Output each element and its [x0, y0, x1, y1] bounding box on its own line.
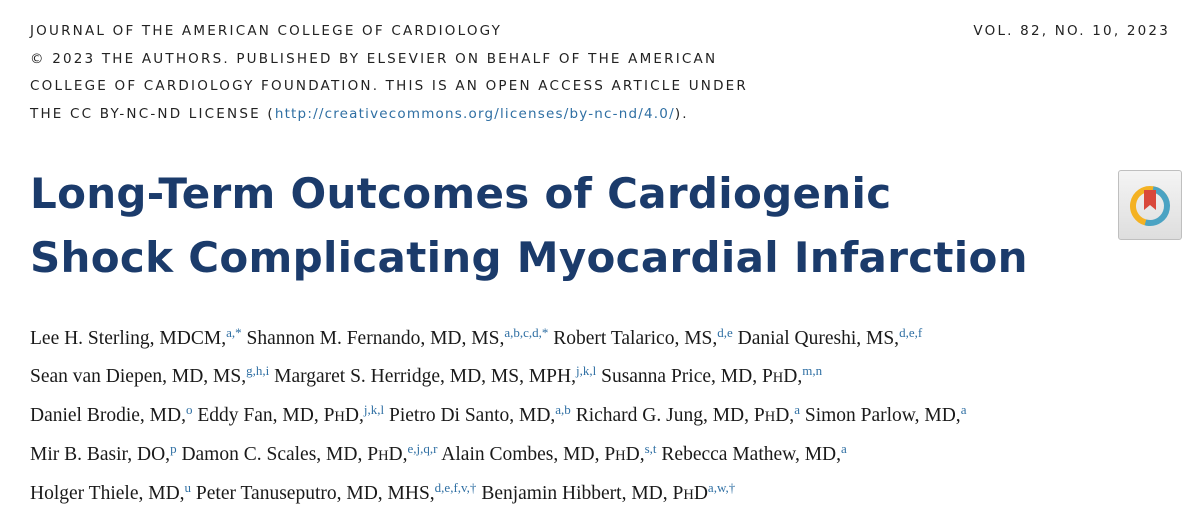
author-line	[30, 394, 1190, 433]
author-name: Holger Thiele, MD,	[30, 483, 185, 504]
title-line-2: Shock Complicating Myocardial Infarction	[30, 233, 1028, 282]
affiliation-mark[interactable]: d,e,f	[899, 325, 923, 340]
author-name: Mir B. Basir, DO,	[30, 444, 171, 465]
affiliation-mark[interactable]: a,w,†	[707, 480, 736, 495]
author-name: Pietro Di Santo, MD,	[384, 405, 556, 426]
affiliation-mark[interactable]: o	[185, 402, 193, 417]
affiliation-mark[interactable]: a,*	[226, 325, 242, 340]
affiliation-mark[interactable]: u	[184, 480, 192, 495]
affiliation-mark[interactable]: d,e	[717, 325, 733, 340]
author-name: Danial Qureshi, MS,	[732, 328, 900, 349]
affiliation-mark[interactable]: m,n	[802, 363, 823, 378]
license-link[interactable]: http://creativecommons.org/licenses/by-nc-nd/4.0/	[274, 105, 675, 122]
affiliation-mark[interactable]: p	[170, 441, 177, 456]
volume-info: VOL. 82, NO. 10, 2023	[973, 23, 1170, 39]
copyright-line-2: COLLEGE OF CARDIOLOGY FOUNDATION. THIS IS AN OPEN ACCESS ARTICLE UNDER	[30, 78, 748, 94]
copyright-line-1: © 2023 THE AUTHORS. PUBLISHED BY ELSEVIER ON BEHALF OF THE AMERICAN	[30, 50, 718, 67]
affiliation-mark[interactable]: a	[960, 402, 967, 417]
author-name: Richard G. Jung, MD, PHD,	[570, 405, 795, 426]
affiliation-mark[interactable]: e,j,q,r	[407, 441, 438, 456]
author-name: Eddy Fan, MD, PHD,	[192, 405, 364, 426]
affiliation-mark[interactable]: s,t	[644, 441, 657, 456]
author-name: Susanna Price, MD, PHD,	[596, 366, 803, 387]
affiliation-mark[interactable]: j,k,l	[363, 402, 385, 417]
author-line	[30, 355, 1190, 394]
journal-header	[30, 18, 1170, 128]
author-name: Daniel Brodie, MD,	[30, 405, 186, 426]
article-title	[30, 162, 1110, 290]
author-line	[30, 317, 1190, 355]
author-name: Lee H. Sterling, MDCM,	[30, 328, 227, 349]
affiliation-mark[interactable]: a	[841, 441, 847, 456]
author-name: Alain Combes, MD, PHD,	[437, 444, 645, 465]
author-name: Peter Tanuseputro, MD, MHS,	[191, 483, 435, 504]
author-name: Damon C. Scales, MD, PHD,	[176, 444, 408, 465]
license-line	[30, 101, 1170, 129]
author-name: Margaret S. Herridge, MD, MS, MPH,	[269, 366, 576, 387]
author-name: Shannon M. Fernando, MD, MS,	[241, 328, 505, 349]
license-prefix: THE CC BY-NC-ND LICENSE (	[30, 105, 275, 122]
journal-name: JOURNAL OF THE AMERICAN COLLEGE OF CARDIOLOGY	[30, 23, 503, 39]
affiliation-mark[interactable]: a,b	[555, 402, 571, 417]
affiliation-mark[interactable]: a,b,c,d,*	[504, 325, 549, 340]
affiliation-mark[interactable]: j,k,l	[575, 363, 597, 378]
affiliation-mark[interactable]: g,h,i	[246, 363, 270, 378]
author-list	[30, 317, 1190, 511]
author-name: Rebecca Mathew, MD,	[656, 444, 842, 465]
author-line	[30, 472, 1190, 511]
author-name: Benjamin Hibbert, MD, PHD	[476, 483, 708, 504]
affiliation-mark[interactable]: d,e,f,v,†	[434, 480, 477, 495]
author-name: Robert Talarico, MS,	[548, 328, 718, 349]
affiliation-mark[interactable]: a	[794, 402, 800, 417]
author-line	[30, 433, 1190, 472]
crossmark-button[interactable]	[1118, 170, 1182, 240]
author-name: Simon Parlow, MD,	[799, 405, 961, 426]
title-line-1: Long-Term Outcomes of Cardiogenic	[30, 169, 892, 218]
license-suffix: ).	[674, 105, 689, 122]
crossmark-icon	[1125, 180, 1175, 230]
author-name: Sean van Diepen, MD, MS,	[30, 366, 247, 387]
